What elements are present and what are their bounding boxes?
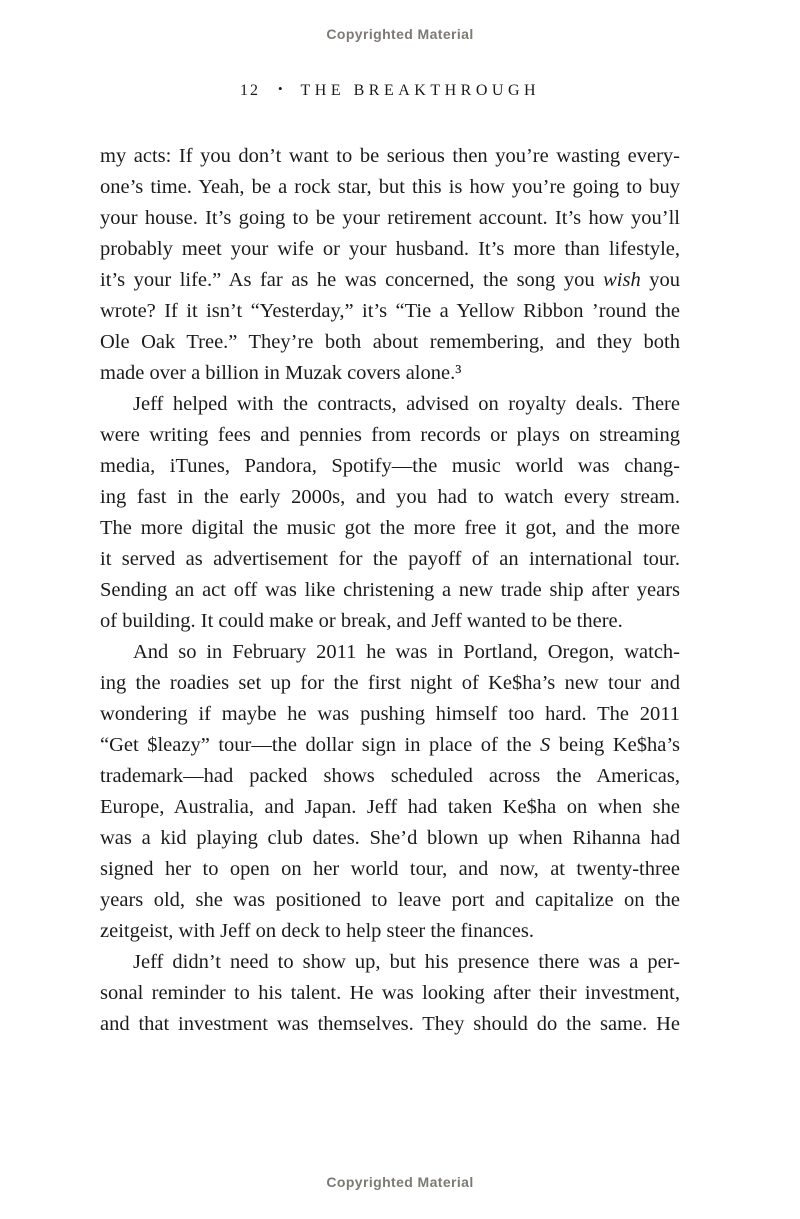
text-line: media, iTunes, Pandora, Spotify—the music world was chang- [100,455,680,477]
text-line: Sending an act off was like christening a new trade ship after years [100,579,680,601]
paragraph [100,389,680,637]
text-line: Jeff helped with the contracts, advised on royalty deals. There [133,393,680,415]
text-line: sonal reminder to his talent. He was looking after their investment, [100,982,680,1004]
text-line: wrote? If it isn’t “Yesterday,” it’s “Tie a Yellow Ribbon ’round the [100,300,680,322]
text-line: signed her to open on her world tour, and now, at twenty-three [100,858,680,880]
chapter-title: THE BREAKTHROUGH [300,82,541,99]
text-line: zeitgeist, with Jeff on deck to help steer the finances. [100,920,534,942]
text-line: ing fast in the early 2000s, and you had to watch every stream. [100,486,680,508]
text-line: Ole Oak Tree.” They’re both about remembering, and they both [100,331,680,353]
copyright-notice-top: Copyrighted Material [326,26,474,42]
running-header [0,82,780,100]
copyright-notice-bottom: Copyrighted Material [326,1174,474,1190]
separator-dot-icon: • [277,81,283,96]
paragraph [100,637,680,947]
text-line: your house. It’s going to be your retirement account. It’s how you’ll [100,207,680,229]
page-number: 12 [239,82,260,99]
text-line: was a kid playing club dates. She’d blown up when Rihanna had [100,827,680,849]
text-line: of building. It could make or break, and Jeff wanted to be there. [100,610,623,632]
text-line: and that investment was themselves. They should do the same. He [100,1013,680,1035]
text-line: my acts: If you don’t want to be serious then you’re wasting every- [100,145,680,167]
text-line: it served as advertisement for the payoff of an international tour. [100,548,680,570]
body-text [100,141,680,1040]
text-line: wondering if maybe he was pushing himself too hard. The 2011 [100,703,680,725]
text-line: probably meet your wife or your husband. It’s more than lifestyle, [100,238,680,260]
text-line: years old, she was positioned to leave port and capitalize on the [100,889,680,911]
paragraph [100,947,680,1040]
text-line: Europe, Australia, and Japan. Jeff had taken Ke$ha on when she [100,796,680,818]
text-line: Jeff didn’t need to show up, but his presence there was a per- [133,951,680,973]
paragraph [100,141,680,389]
text-line: trademark—had packed shows scheduled across the Americas, [100,765,680,787]
text-line: ing the roadies set up for the first night of Ke$ha’s new tour and [100,672,680,694]
text-line: “Get $leazy” tour—the dollar sign in place of the S being Ke$ha’s [100,734,680,756]
text-line: were writing fees and pennies from records or plays on streaming [100,424,680,446]
text-line: And so in February 2011 he was in Portland, Oregon, watch- [133,641,680,663]
text-line: one’s time. Yeah, be a rock star, but this is how you’re going to buy [100,176,680,198]
text-line: made over a billion in Muzak covers alone.³ [100,362,462,384]
text-line: The more digital the music got the more free it got, and the more [100,517,680,539]
text-line: it’s your life.” As far as he was concerned, the song you wish you [100,269,680,291]
